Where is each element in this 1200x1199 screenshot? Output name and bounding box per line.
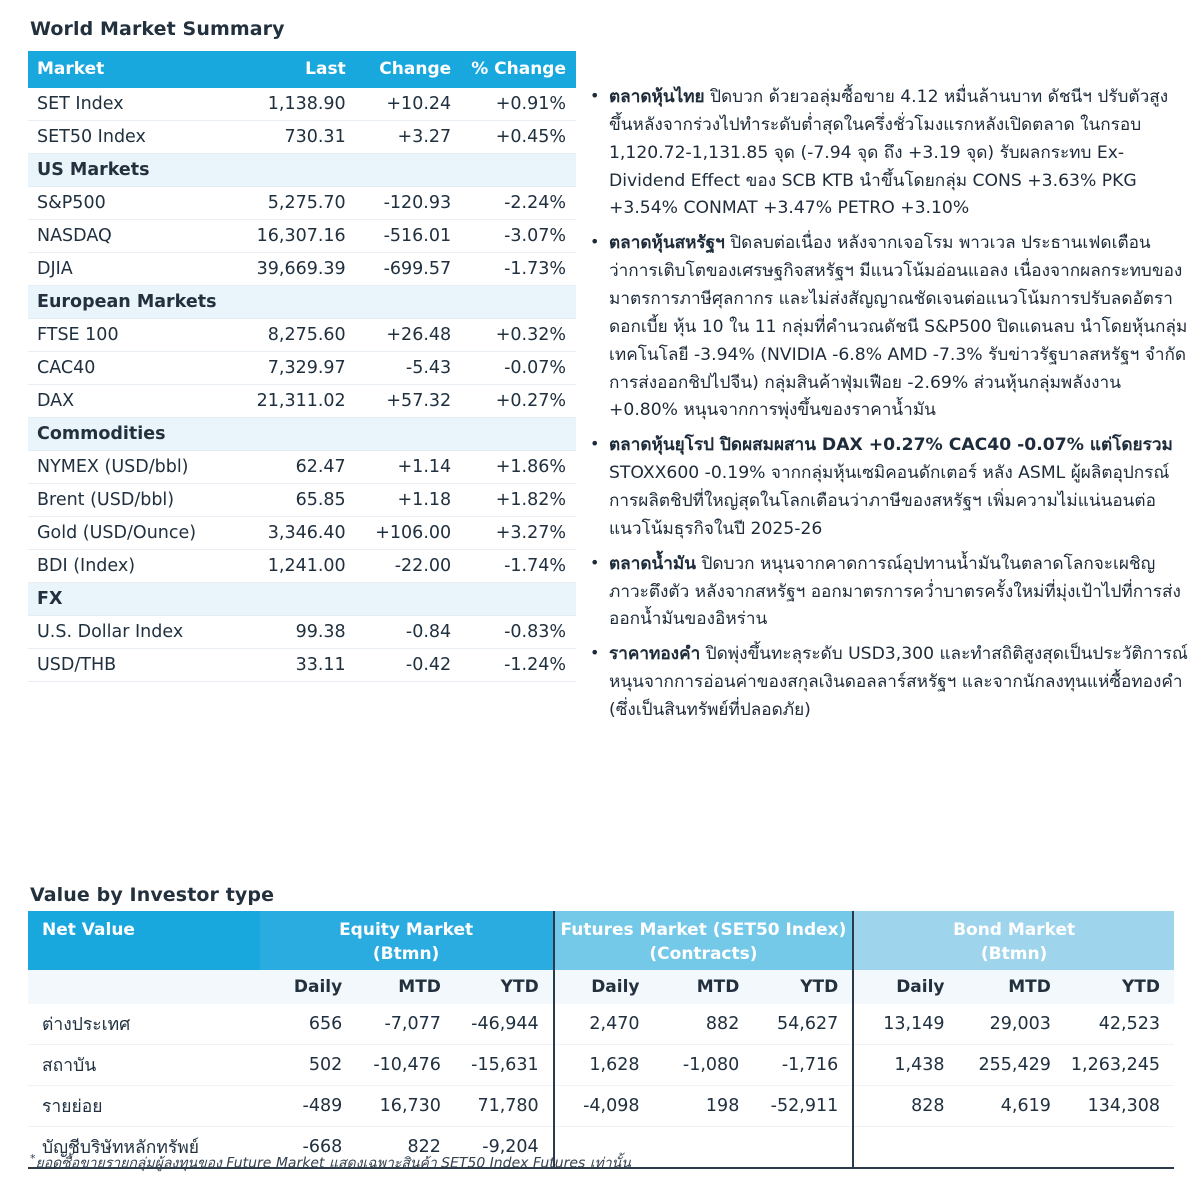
market-row [28, 484, 576, 517]
column-header-pctchange: % Change [461, 51, 576, 88]
market-last: 7,329.97 [241, 352, 356, 385]
investor-value-bond-ytd: 42,523 [1098, 1014, 1160, 1035]
market-name: CAC40 [28, 352, 241, 385]
market-change: -22.00 [356, 550, 461, 583]
investor-value-bond-daily: 1,438 [853, 1045, 958, 1086]
commentary-bullet [588, 432, 1188, 543]
investor-value-futures-ytd: -1,716 [781, 1055, 839, 1076]
group-header-futures-name: Futures Market (SET50 Index) [560, 920, 847, 940]
market-row [28, 187, 576, 220]
market-name: NASDAQ [28, 220, 241, 253]
market-pct: +0.91% [461, 88, 576, 121]
market-group-row [28, 583, 576, 616]
market-name: FTSE 100 [28, 319, 241, 352]
market-pct: -0.07% [461, 352, 576, 385]
subcolumn-header-futures-mtd: MTD [654, 970, 754, 1004]
market-change: +106.00 [356, 517, 461, 550]
investor-value-bond-ytd: 1,263,245 [1070, 1055, 1160, 1076]
market-change: +57.32 [356, 385, 461, 418]
investor-type-title: Value by Investor type [30, 884, 275, 906]
investor-value-equity-mtd: 822 [407, 1137, 441, 1158]
market-row [28, 385, 576, 418]
investor-value-bond-mtd [959, 1127, 1065, 1169]
market-pct: +3.27% [461, 517, 576, 550]
world-market-header-row [28, 51, 576, 88]
investor-value-bond-daily: 13,149 [853, 1004, 958, 1045]
investor-type-table [28, 911, 1174, 1169]
investor-value-equity-ytd: -15,631 [471, 1055, 539, 1076]
subcolumn-header-bond-ytd: YTD [1065, 970, 1174, 1004]
market-name: NYMEX (USD/bbl) [28, 451, 241, 484]
market-group-label: Commodities [28, 418, 576, 451]
column-header-change: Change [356, 51, 461, 88]
investor-value-equity-mtd: -10,476 [373, 1055, 441, 1076]
investor-value-equity-mtd: -7,077 [384, 1014, 441, 1035]
market-last: 33.11 [241, 649, 356, 682]
commentary-bullet-body: ปิดพุ่งขึ้นทะลุระดับ USD3,300 และทำสถิติสูงสุดเป็นประวัติการณ์ หนุนจากการอ่อนค่าของสกุลเงินดอลลาร์สหรัฐฯ และจากนักลงทุนแห่ซื้อทองคำ (ซึ่งเป็นสินทรัพย์ที่ปลอดภัย) [609, 644, 1188, 721]
investor-subheader-spacer [28, 970, 260, 1004]
market-name: DAX [28, 385, 241, 418]
world-market-table [28, 51, 576, 682]
commentary-bullet [588, 641, 1188, 725]
subcolumn-header-equity-ytd: YTD [455, 970, 554, 1004]
market-last: 21,311.02 [241, 385, 356, 418]
group-header-equity-unit: (Btmn) [372, 944, 440, 965]
investor-value-futures-mtd [654, 1127, 754, 1169]
market-last: 65.85 [241, 484, 356, 517]
market-row [28, 517, 576, 550]
commentary-bullet-body: ปิดบวก ด้วยวอลุ่มซื้อขาย 4.12 หมื่นล้านบาท ดัชนีฯ ปรับตัวสูงขึ้นหลังจากร่วงไปทำระดับต่ำสุดในครึ่งชั่วโมงแรกหลังเปิดตลาด ในกรอบ 1,120.72-1,131.85 จุด (-7.94 จุด ถึง +3.19 จุด) รับผลกระทบ Ex-Dividend Effect ของ SCB KTB นำขึ้นโดยกลุ่ม CONS +3.63% PKG +3.54% CONMAT +3.47% PETRO +3.10% [609, 87, 1169, 219]
market-row [28, 352, 576, 385]
footnote-text: ยอดซื้อขายรายกลุ่มผู้ลงทุนของ Future Market แสดงเฉพาะสินค้า SET50 Index Futures เท่านั้น [35, 1155, 631, 1172]
commentary-bullet-body: STOXX600 -0.19% จากกลุ่มหุ้นเซมิคอนดักเตอร์ หลัง ASML ผู้ผลิตอุปกรณ์การผลิตชิปที่ใหญ่สุดในโลกเตือนว่าภาษีของสหรัฐฯ เพิ่มความไม่แน่นอนต่อแนวโน้มธุรกิจในปี 2025-26 [609, 463, 1170, 539]
market-name: S&P500 [28, 187, 241, 220]
market-pct: -1.73% [461, 253, 576, 286]
investor-value-futures-daily: 1,628 [554, 1045, 654, 1086]
world-market-title: World Market Summary [30, 18, 285, 40]
commentary-bullet [588, 230, 1188, 425]
market-name: Brent (USD/bbl) [28, 484, 241, 517]
investor-value-futures-daily: -4,098 [554, 1086, 654, 1127]
investor-row-label: รายย่อย [42, 1097, 103, 1118]
investor-row [28, 1086, 1174, 1127]
market-commentary [588, 84, 1188, 732]
market-row [28, 550, 576, 583]
market-pct: -1.24% [461, 649, 576, 682]
investor-subcolumn-header-row [28, 970, 1174, 1004]
investor-value-equity-ytd: 71,780 [477, 1096, 539, 1117]
investor-row-label: บัญชีบริษัทหลักทรัพย์ [42, 1138, 200, 1159]
investor-value-bond-mtd: 255,429 [978, 1055, 1051, 1076]
investor-value-equity-daily: -489 [302, 1096, 343, 1117]
commentary-bullet-lead: ตลาดหุ้นสหรัฐฯ [609, 233, 725, 254]
market-row [28, 616, 576, 649]
group-header-equity [260, 911, 554, 970]
investor-value-equity-daily: 656 [308, 1014, 343, 1035]
investor-row-label: สถาบัน [42, 1056, 97, 1077]
investor-value-futures-mtd: 198 [705, 1096, 740, 1117]
market-pct: -3.07% [461, 220, 576, 253]
market-name: SET Index [28, 88, 241, 121]
subcolumn-header-equity-daily: Daily [260, 970, 357, 1004]
investor-value-bond-mtd: 4,619 [1000, 1096, 1051, 1117]
net-value-label: Net Value [28, 911, 260, 970]
group-header-bond-name: Bond Market [953, 920, 1076, 940]
market-pct: -1.74% [461, 550, 576, 583]
market-group-row [28, 286, 576, 319]
subcolumn-header-bond-daily: Daily [853, 970, 958, 1004]
market-change: +10.24 [356, 88, 461, 121]
investor-value-equity-mtd: 16,730 [379, 1096, 441, 1117]
market-pct: +1.86% [461, 451, 576, 484]
group-header-equity-name: Equity Market [339, 920, 474, 940]
market-last: 16,307.16 [241, 220, 356, 253]
subcolumn-header-futures-ytd: YTD [753, 970, 853, 1004]
market-name: BDI (Index) [28, 550, 241, 583]
market-change: +1.14 [356, 451, 461, 484]
market-change: +1.18 [356, 484, 461, 517]
market-change: -516.01 [356, 220, 461, 253]
footnote-star: * [30, 1152, 36, 1165]
market-pct: +1.82% [461, 484, 576, 517]
investor-value-futures-daily: 2,470 [554, 1004, 654, 1045]
investor-value-equity-daily: 502 [308, 1055, 343, 1076]
investor-group-header-row [28, 911, 1174, 970]
investor-value-equity-ytd: -46,944 [471, 1014, 539, 1035]
market-change: -699.57 [356, 253, 461, 286]
market-group-label: European Markets [28, 286, 576, 319]
commentary-bullet-lead: ราคาทองคำ [609, 644, 701, 665]
column-header-last: Last [241, 51, 356, 88]
market-name: U.S. Dollar Index [28, 616, 241, 649]
market-pct: -2.24% [461, 187, 576, 220]
market-last: 8,275.60 [241, 319, 356, 352]
investor-value-equity-ytd: -9,204 [482, 1137, 539, 1158]
market-name: Gold (USD/Ounce) [28, 517, 241, 550]
market-last: 5,275.70 [241, 187, 356, 220]
market-change: +26.48 [356, 319, 461, 352]
investor-value-equity-daily: -668 [302, 1137, 343, 1158]
subcolumn-header-equity-mtd: MTD [356, 970, 455, 1004]
market-row [28, 451, 576, 484]
subcolumn-header-bond-mtd: MTD [959, 970, 1065, 1004]
investor-value-bond-ytd: 134,308 [1087, 1096, 1160, 1117]
investor-value-futures-ytd: 54,627 [777, 1014, 839, 1035]
market-name: SET50 Index [28, 121, 241, 154]
investor-row-label: ต่างประเทศ [42, 1015, 131, 1036]
market-row [28, 649, 576, 682]
market-row [28, 121, 576, 154]
investor-value-futures-ytd [753, 1127, 853, 1169]
investor-value-bond-mtd: 29,003 [989, 1014, 1051, 1035]
market-group-row [28, 418, 576, 451]
investor-value-futures-mtd: -1,080 [682, 1055, 740, 1076]
group-header-futures [554, 911, 854, 970]
market-change: -0.84 [356, 616, 461, 649]
subcolumn-header-futures-daily: Daily [554, 970, 654, 1004]
column-header-market: Market [28, 51, 241, 88]
market-pct: -0.83% [461, 616, 576, 649]
market-name: USD/THB [28, 649, 241, 682]
market-pct: +0.32% [461, 319, 576, 352]
market-last: 1,241.00 [241, 550, 356, 583]
market-last: 730.31 [241, 121, 356, 154]
investor-type-footnote [30, 1152, 631, 1175]
market-row [28, 319, 576, 352]
commentary-bullet-lead: ตลาดน้ำมัน [609, 553, 696, 574]
market-change: -5.43 [356, 352, 461, 385]
investor-row [28, 1045, 1174, 1086]
group-header-bond-unit: (Btmn) [980, 944, 1048, 965]
market-pct: +0.45% [461, 121, 576, 154]
commentary-bullet-lead: ตลาดหุ้นยุโรป ปิดผสมผสาน DAX +0.27% CAC40 -0.07% แต่โดยรวม [609, 435, 1173, 456]
market-name: DJIA [28, 253, 241, 286]
market-group-row [28, 154, 576, 187]
market-row [28, 253, 576, 286]
market-last: 3,346.40 [241, 517, 356, 550]
market-group-label: FX [28, 583, 576, 616]
market-change: +3.27 [356, 121, 461, 154]
commentary-bullet-body: ปิดลบต่อเนื่อง หลังจากเจอโรม พาวเวล ประธานเฟดเตือนว่าการเติบโตของเศรษฐกิจสหรัฐฯ มีแนวโน้มอ่อนแอลง เนื่องจากผลกระทบของมาตรการภาษีศุลกากร และไม่ส่งสัญญาณชัดเจนต่อแนวโน้มการปรับลดอัตราดอกเบี้ย หุ้น 10 ใน 11 กลุ่มที่คำนวณดัชนี S&P500 ปิดแดนลบ นำโดยหุ้นกลุ่มเทคโนโลยี -3.94% (NVIDIA -6.8% AMD -7.3% รับข่าวรัฐบาลสหรัฐฯ จำกัดการส่งออกชิปไปจีน) กลุ่มสินค้าฟุ่มเฟือย -2.69% ส่วนหุ้นกลุ่มพลังงาน +0.80% หนุนจากการพุ่งขึ้นของราคาน้ำมัน [609, 233, 1188, 421]
market-last: 99.38 [241, 616, 356, 649]
investor-value-futures-ytd: -52,911 [770, 1096, 839, 1117]
investor-value-bond-daily: 828 [853, 1086, 958, 1127]
commentary-bullet [588, 84, 1188, 223]
commentary-bullet-body: ปิดบวก หนุนจากคาดการณ์อุปทานน้ำมันในตลาดโลกจะเผชิญภาวะตึงตัว หลังจากสหรัฐฯ ออกมาตรการคว่ำบาตรครั้งใหม่ที่มุ่งเป้าไปที่การส่งออกน้ำมันของอิหร่าน [609, 553, 1181, 630]
investor-value-bond-ytd [1065, 1127, 1174, 1169]
market-last: 39,669.39 [241, 253, 356, 286]
investor-row [28, 1004, 1174, 1045]
investor-value-futures-mtd: 882 [705, 1014, 740, 1035]
market-row [28, 220, 576, 253]
commentary-bullet [588, 551, 1188, 635]
market-last: 62.47 [241, 451, 356, 484]
market-group-label: US Markets [28, 154, 576, 187]
investor-value-bond-daily [853, 1127, 958, 1169]
group-header-bond [853, 911, 1174, 970]
market-change: -0.42 [356, 649, 461, 682]
commentary-bullet-lead: ตลาดหุ้นไทย [609, 87, 705, 107]
market-row [28, 88, 576, 121]
market-change: -120.93 [356, 187, 461, 220]
group-header-futures-unit: (Contracts) [649, 944, 758, 965]
market-pct: +0.27% [461, 385, 576, 418]
market-last: 1,138.90 [241, 88, 356, 121]
